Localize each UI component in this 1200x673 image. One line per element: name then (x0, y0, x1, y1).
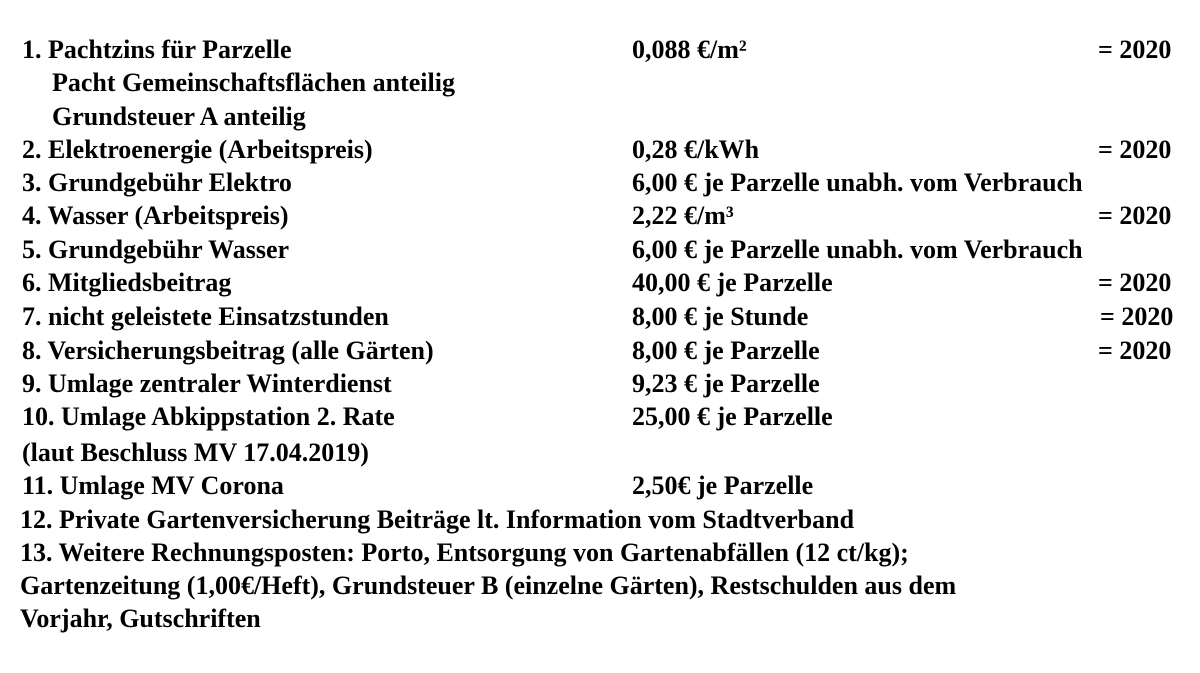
note-13-line-3: Vorjahr, Gutschriften (20, 604, 261, 633)
item-4-year: = 2020 (1098, 201, 1172, 230)
item-8-value: 8,00 € je Parzelle (632, 336, 820, 365)
item-7-label: 7. nicht geleistete Einsatzstunden (22, 302, 389, 331)
item-8-year: = 2020 (1098, 336, 1172, 365)
item-1-sub-2: Grundsteuer A anteilig (52, 102, 306, 131)
item-5-value: 6,00 € je Parzelle unabh. vom Verbrauch (632, 235, 1083, 264)
note-13-line-1: 13. Weitere Rechnungsposten: Porto, Entsorgung von Gartenabfällen (12 ct/kg); (20, 538, 909, 567)
item-1-sub-1: Pacht Gemeinschaftsflächen anteilig (52, 68, 455, 97)
note-13-line-2: Gartenzeitung (1,00€/Heft), Grundsteuer B (einzelne Gärten), Restschulden aus dem (20, 571, 957, 600)
item-3-label: 3. Grundgebühr Elektro (22, 168, 292, 197)
item-7-value: 8,00 € je Stunde (632, 302, 809, 331)
note-12: 12. Private Gartenversicherung Beiträge lt. Information vom Stadtverband (20, 505, 855, 534)
item-2-year: = 2020 (1098, 135, 1172, 164)
item-7-year: = 2020 (1100, 302, 1174, 331)
item-3-value: 6,00 € je Parzelle unabh. vom Verbrauch (632, 168, 1083, 197)
item-1-value: 0,088 €/m² (632, 35, 747, 64)
item-11-value: 2,50€ je Parzelle (632, 471, 814, 500)
item-10-label: 10. Umlage Abkippstation 2. Rate (22, 402, 395, 431)
item-6-label: 6. Mitgliedsbeitrag (22, 268, 232, 297)
item-10-value: 25,00 € je Parzelle (632, 402, 833, 431)
item-9-value: 9,23 € je Parzelle (632, 369, 820, 398)
item-10-note: (laut Beschluss MV 17.04.2019) (22, 438, 369, 467)
item-2-label: 2. Elektroenergie (Arbeitspreis) (22, 135, 373, 164)
item-6-year: = 2020 (1098, 268, 1172, 297)
item-4-value: 2,22 €/m³ (632, 201, 734, 230)
item-1-year: = 2020 (1098, 35, 1172, 64)
item-1-label: 1. Pachtzins für Parzelle (22, 35, 292, 64)
item-6-value: 40,00 € je Parzelle (632, 268, 833, 297)
item-4-label: 4. Wasser (Arbeitspreis) (22, 201, 289, 230)
item-9-label: 9. Umlage zentraler Winterdienst (22, 369, 392, 398)
item-2-value: 0,28 €/kWh (632, 135, 760, 164)
item-8-label: 8. Versicherungsbeitrag (alle Gärten) (22, 336, 434, 365)
item-5-label: 5. Grundgebühr Wasser (22, 235, 290, 264)
item-11-label: 11. Umlage MV Corona (22, 471, 284, 500)
